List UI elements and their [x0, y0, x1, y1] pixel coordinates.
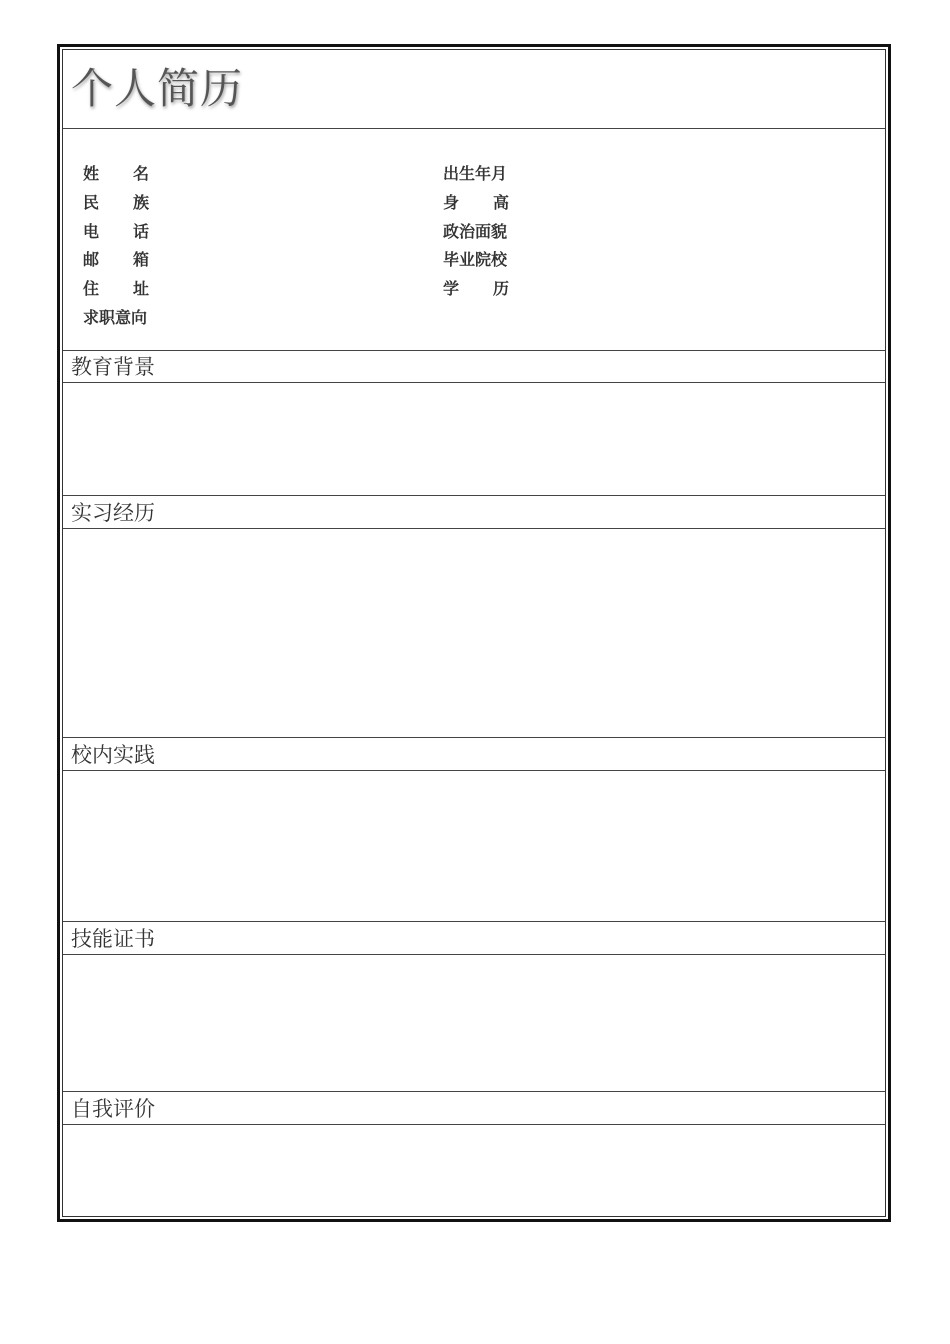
info-label-phone: 电 话	[83, 222, 149, 241]
info-label-height: 身 高	[443, 193, 509, 212]
section-skills-top-rule	[63, 921, 885, 922]
resume-frame	[57, 44, 891, 1222]
section-self-eval-top-rule	[63, 1091, 885, 1092]
section-internship-content[interactable]	[63, 529, 885, 737]
info-label-job-intent: 求职意向	[83, 308, 148, 327]
section-title-education: 教育背景	[71, 355, 155, 379]
section-campus-content[interactable]	[63, 771, 885, 921]
header-divider	[63, 128, 885, 129]
info-label-name: 姓 名	[83, 164, 149, 183]
section-title-campus-practice: 校内实践	[71, 743, 155, 767]
section-campus-top-rule	[63, 737, 885, 738]
info-label-political-status: 政治面貌	[443, 222, 508, 241]
info-label-email: 邮 箱	[83, 250, 149, 269]
info-label-graduate-school: 毕业院校	[443, 250, 508, 269]
resume-inner-border	[62, 49, 886, 1217]
section-title-self-evaluation: 自我评价	[71, 1097, 155, 1121]
info-label-address: 住 址	[83, 279, 149, 298]
resume-title: 个人简历	[71, 64, 244, 113]
section-education-content[interactable]	[63, 383, 885, 495]
info-label-birth-date: 出生年月	[443, 164, 508, 183]
info-label-ethnicity: 民 族	[83, 193, 149, 212]
section-internship-top-rule	[63, 495, 885, 496]
section-self-eval-content[interactable]	[63, 1125, 885, 1215]
section-education-top-rule	[63, 350, 885, 351]
section-title-skills: 技能证书	[71, 927, 155, 951]
section-skills-content[interactable]	[63, 955, 885, 1091]
info-label-education-level: 学 历	[443, 279, 509, 298]
section-title-internship: 实习经历	[71, 501, 155, 525]
